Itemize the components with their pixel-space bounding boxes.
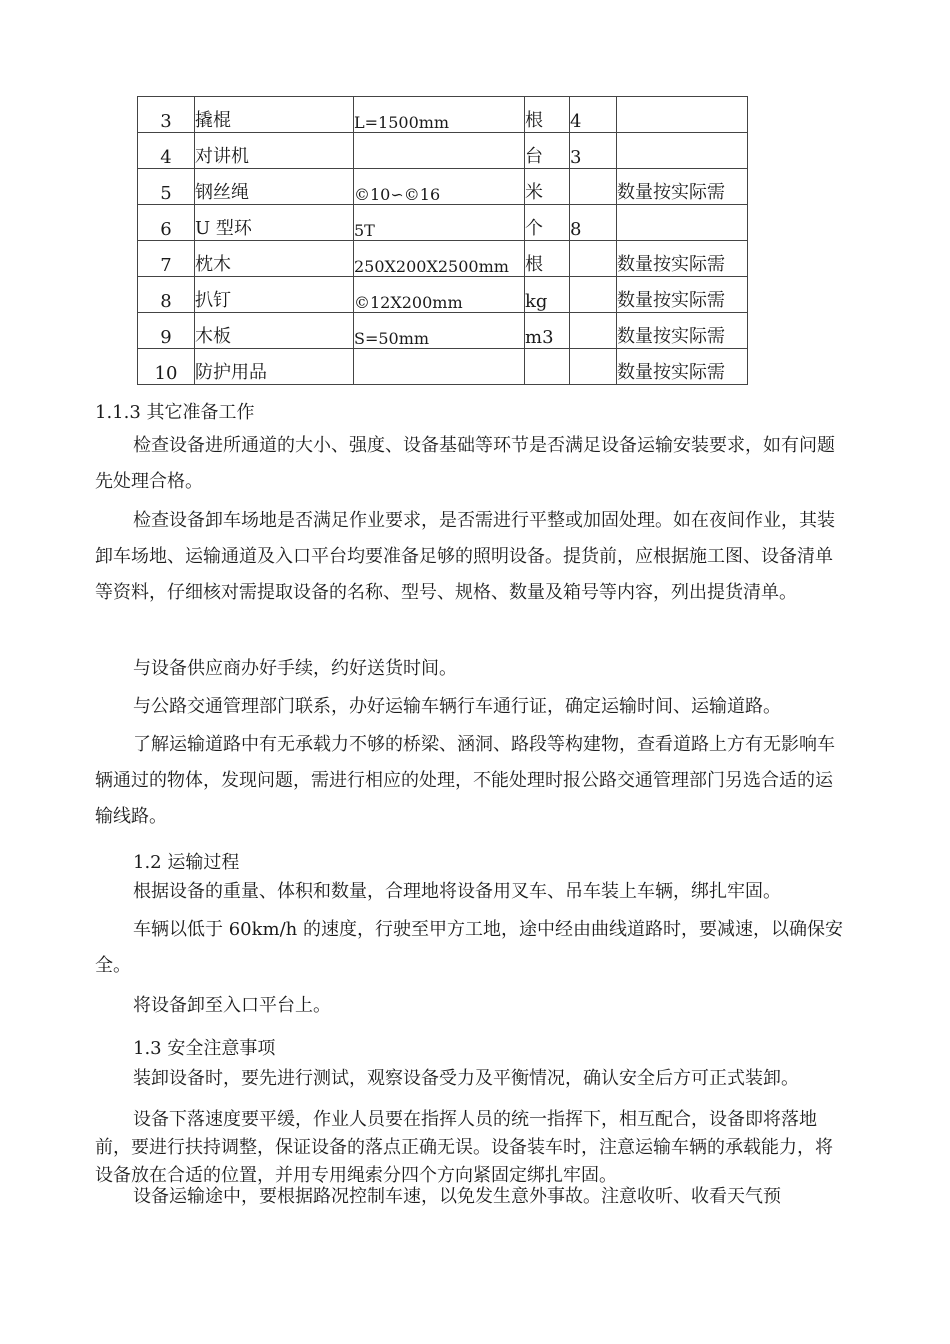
item-name-cell: 木板 xyxy=(195,313,354,349)
item-quantity-cell xyxy=(570,169,617,205)
paragraph: 装卸设备时，要先进行测试，观察设备受力及平衡情况，确认安全后方可正式装卸。 xyxy=(133,1068,799,1089)
item-quantity-cell: 3 xyxy=(570,133,617,169)
item-name-cell: 对讲机 xyxy=(195,133,354,169)
item-note-cell: 数量按实际需 xyxy=(617,169,748,205)
section-heading-1-3: 1.3 安全注意事项 xyxy=(133,1038,276,1059)
item-name-cell: 钢丝绳 xyxy=(195,169,354,205)
paragraph: 检查设备卸车场地是否满足作业要求，是否需进行平整或加固处理。如在夜间作业，其装卸车场地、运输通道及入口平台均要准备足够的照明设备。提货前，应根据施工图、设备清单等资料，仔细核对需提取设备的名称、型号、规格、数量及箱号等内容，列出提货清单。 xyxy=(95,510,835,603)
equipment-table xyxy=(137,96,748,385)
paragraph: 根据设备的重量、体积和数量，合理地将设备用叉车、吊车装上车辆，绑扎牢固。 xyxy=(133,881,781,902)
item-quantity-cell xyxy=(570,277,617,313)
item-note-cell xyxy=(617,133,748,169)
paragraph: 设备运输途中，要根据路况控制车速，以免发生意外事故。注意收听、收看天气预 xyxy=(133,1186,781,1207)
item-note-cell xyxy=(617,205,748,241)
item-spec-cell: 5T xyxy=(354,205,525,241)
table-row xyxy=(138,241,748,277)
paragraph: 设备下落速度要平缓，作业人员要在指挥人员的统一指挥下，相互配合，设备即将落地前，要进行扶持调整，保证设备的落点正确无误。设备装车时，注意运输车辆的承载能力，将设备放在合适的位置，并用专用绳索分四个方向紧固定绑扎牢固。 xyxy=(95,1109,833,1186)
section-heading-1-2: 1.2 运输过程 xyxy=(133,852,240,873)
paragraph: 了解运输道路中有无承载力不够的桥梁、涵洞、路段等构建物，查看道路上方有无影响车辆通过的物体，发现问题，需进行相应的处理，不能处理时报公路交通管理部门另选合适的运输线路。 xyxy=(95,734,835,827)
table-row xyxy=(138,313,748,349)
item-unit-cell: 台 xyxy=(525,133,570,169)
item-quantity-cell: 8 xyxy=(570,205,617,241)
item-quantity-cell xyxy=(570,349,617,385)
equipment-table-body xyxy=(138,97,748,385)
item-note-cell: 数量按实际需 xyxy=(617,349,748,385)
paragraph: 车辆以低于 60km/h 的速度，行驶至甲方工地，途中经由曲线道路时，要减速，以确保安全。 xyxy=(95,919,843,976)
item-name-cell: 防护用品 xyxy=(195,349,354,385)
row-number-cell: 4 xyxy=(138,133,195,169)
paragraph: 与设备供应商办好手续，约好送货时间。 xyxy=(133,658,457,679)
row-number-cell: 5 xyxy=(138,169,195,205)
item-quantity-cell: 4 xyxy=(570,97,617,133)
row-number-cell: 7 xyxy=(138,241,195,277)
item-quantity-cell xyxy=(570,313,617,349)
paragraph: 与公路交通管理部门联系，办好运输车辆行车通行证，确定运输时间、运输道路。 xyxy=(133,696,781,717)
table-row xyxy=(138,205,748,241)
paragraph: 检查设备进所通道的大小、强度、设备基础等环节是否满足设备运输安装要求，如有问题先处理合格。 xyxy=(95,435,835,492)
row-number-cell: 9 xyxy=(138,313,195,349)
section-heading-1-1-3: 1.1.3 其它准备工作 xyxy=(95,402,255,423)
item-unit-cell: kg xyxy=(525,277,570,313)
row-number-cell: 8 xyxy=(138,277,195,313)
item-spec-cell: ©10∽©16 xyxy=(354,169,525,205)
row-number-cell: 10 xyxy=(138,349,195,385)
item-note-cell: 数量按实际需 xyxy=(617,277,748,313)
item-unit-cell: 个 xyxy=(525,205,570,241)
row-number-cell: 6 xyxy=(138,205,195,241)
item-name-cell: 枕木 xyxy=(195,241,354,277)
item-spec-cell: ©12X200mm xyxy=(354,277,525,313)
item-spec-cell: L=1500mm xyxy=(354,97,525,133)
item-note-cell xyxy=(617,97,748,133)
item-name-cell: U 型环 xyxy=(195,205,354,241)
item-name-cell: 扒钉 xyxy=(195,277,354,313)
item-spec-cell xyxy=(354,133,525,169)
row-number-cell: 3 xyxy=(138,97,195,133)
table-row xyxy=(138,97,748,133)
paragraph: 将设备卸至入口平台上。 xyxy=(133,995,331,1016)
item-spec-cell: S=50mm xyxy=(354,313,525,349)
item-unit-cell: 根 xyxy=(525,241,570,277)
item-unit-cell: 米 xyxy=(525,169,570,205)
item-note-cell: 数量按实际需 xyxy=(617,241,748,277)
item-quantity-cell xyxy=(570,241,617,277)
item-spec-cell xyxy=(354,349,525,385)
item-unit-cell: 根 xyxy=(525,97,570,133)
item-spec-cell: 250X200X2500mm xyxy=(354,241,525,277)
table-row xyxy=(138,277,748,313)
item-name-cell: 撬棍 xyxy=(195,97,354,133)
item-note-cell: 数量按实际需 xyxy=(617,313,748,349)
item-unit-cell: m3 xyxy=(525,313,570,349)
table-row xyxy=(138,349,748,385)
table-row xyxy=(138,169,748,205)
item-unit-cell xyxy=(525,349,570,385)
table-row xyxy=(138,133,748,169)
